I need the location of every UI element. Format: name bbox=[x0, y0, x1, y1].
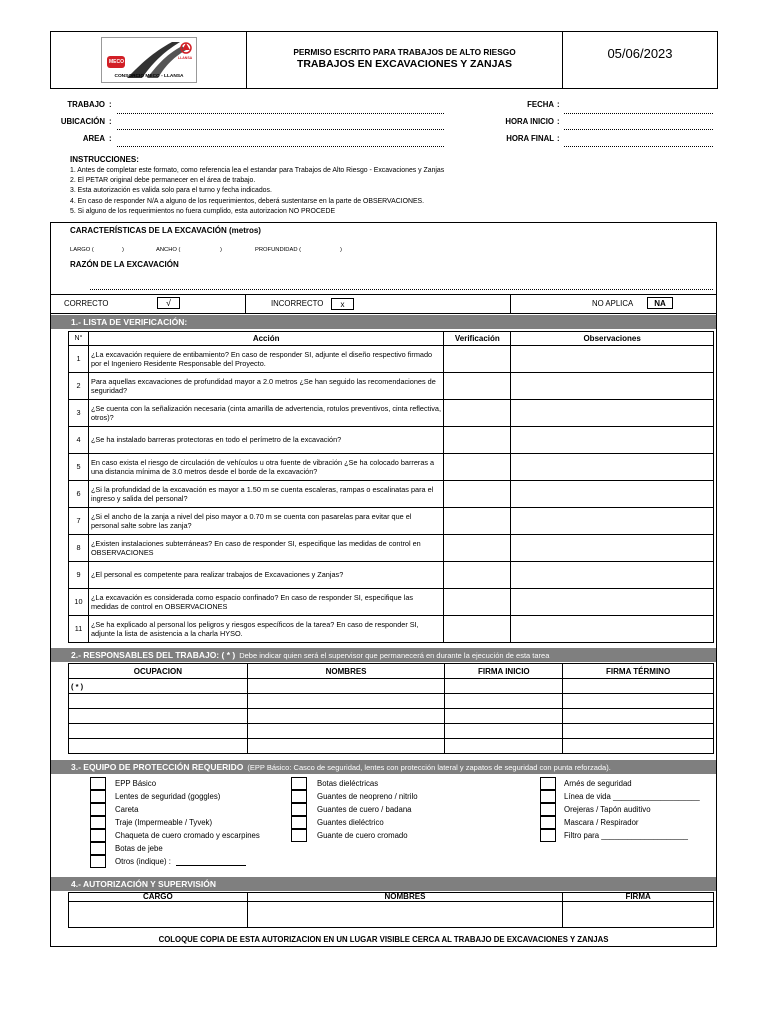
col-ocupacion-header: OCUPACION bbox=[69, 664, 248, 679]
observaciones-cell[interactable] bbox=[511, 427, 714, 454]
col-cargo-header: CARGO bbox=[69, 893, 248, 902]
checklist-row bbox=[69, 427, 714, 454]
col-nombres-header: NOMBRES bbox=[247, 893, 562, 902]
row-action: Para aquellas excavaciones de profundidad mayor a 2.0 metros ¿Se han seguido las recomendaciones de seguridad? bbox=[88, 373, 443, 400]
epp-checkbox[interactable] bbox=[540, 816, 556, 829]
checklist-row bbox=[69, 535, 714, 562]
company-logo bbox=[101, 37, 197, 83]
fecha-label: FECHA bbox=[527, 100, 554, 109]
row-action: ¿El personal es competente para realizar trabajos de Excavaciones y Zanjas? bbox=[88, 562, 443, 589]
responsable-firma-termino-cell[interactable] bbox=[563, 679, 714, 694]
responsable-firma-termino-cell[interactable] bbox=[563, 709, 714, 724]
trabajo-label: TRABAJO bbox=[67, 100, 105, 109]
observaciones-cell[interactable] bbox=[511, 589, 714, 616]
epp-checkbox[interactable] bbox=[291, 777, 307, 790]
observaciones-cell[interactable] bbox=[511, 346, 714, 373]
observaciones-cell[interactable] bbox=[511, 562, 714, 589]
colon: : bbox=[109, 134, 112, 143]
row-number: 8 bbox=[69, 535, 89, 562]
col-verificacion-header: Verificación bbox=[444, 332, 511, 346]
checklist-row bbox=[69, 454, 714, 481]
hora-final-field[interactable] bbox=[564, 146, 713, 147]
page-title: TRABAJOS EN EXCAVACIONES Y ZANJAS bbox=[296, 58, 513, 70]
observaciones-cell[interactable] bbox=[511, 616, 714, 643]
epp-item-label: Guantes de cuero / badana bbox=[317, 805, 412, 814]
trabajo-field[interactable] bbox=[117, 113, 444, 114]
responsable-nombres-cell[interactable] bbox=[247, 724, 445, 739]
epp-item-label: Careta bbox=[115, 805, 139, 814]
epp-checkbox[interactable] bbox=[291, 829, 307, 842]
epp-item-label: Botas de jebe bbox=[115, 844, 163, 853]
epp-item-label: Guante de cuero cromado bbox=[317, 831, 408, 840]
autorizacion-firma-cell[interactable] bbox=[563, 902, 714, 928]
epp-item-label: Guantes de neopreno / nitrilo bbox=[317, 792, 418, 801]
hora-inicio-label: HORA INICIO bbox=[505, 117, 554, 126]
correcto-mark: √ bbox=[157, 297, 180, 309]
epp-checkbox[interactable] bbox=[90, 855, 106, 868]
epp-item-label: Orejeras / Tapón auditivo bbox=[564, 805, 651, 814]
responsable-firma-termino-cell[interactable] bbox=[563, 694, 714, 709]
row-action: ¿La excavación es considerada como espacio confinado? En caso de responder SI, especifique las medidas de control en OBSERVACIONES bbox=[88, 589, 443, 616]
autorizacion-cargo-cell[interactable] bbox=[69, 902, 248, 928]
epp-checkbox[interactable] bbox=[90, 842, 106, 855]
verificacion-cell[interactable] bbox=[444, 427, 511, 454]
observaciones-cell[interactable] bbox=[511, 508, 714, 535]
epp-checkbox[interactable] bbox=[90, 803, 106, 816]
colon: : bbox=[557, 117, 560, 126]
responsable-firma-inicio-cell[interactable] bbox=[445, 694, 563, 709]
responsable-firma-inicio-cell[interactable] bbox=[445, 724, 563, 739]
row-number: 2 bbox=[69, 373, 89, 400]
row-number: 6 bbox=[69, 481, 89, 508]
responsable-firma-termino-cell[interactable] bbox=[563, 724, 714, 739]
largo-close: ) bbox=[122, 247, 124, 253]
row-action: ¿Existen instalaciones subterráneas? En caso de responder SI, especifique las medidas de control en OBSERVACIONES bbox=[88, 535, 443, 562]
verificacion-cell[interactable] bbox=[444, 481, 511, 508]
epp-item-label: Mascara / Respirador bbox=[564, 818, 639, 827]
epp-checkbox[interactable] bbox=[90, 777, 106, 790]
observaciones-cell[interactable] bbox=[511, 373, 714, 400]
verificacion-cell[interactable] bbox=[444, 400, 511, 427]
epp-item-label: Filtro para ____________________ bbox=[564, 831, 688, 840]
colon: : bbox=[557, 134, 560, 143]
verificacion-cell[interactable] bbox=[444, 562, 511, 589]
epp-item-label: Línea de vida ____________________ bbox=[564, 792, 700, 801]
responsable-firma-termino-cell[interactable] bbox=[563, 739, 714, 754]
checklist-table bbox=[68, 331, 714, 643]
responsable-firma-inicio-cell[interactable] bbox=[445, 739, 563, 754]
row-action: En caso exista el riesgo de circulación de vehículos u otra fuente de vibración ¿Se ha colocado barreras a una distancia mínima de 3.0 metros desde el borde de la excavación? bbox=[88, 454, 443, 481]
epp-item-label: Lentes de seguridad (goggles) bbox=[115, 792, 221, 801]
responsable-nombres-cell[interactable] bbox=[247, 694, 445, 709]
col-observaciones-header: Observaciones bbox=[511, 332, 714, 346]
observaciones-cell[interactable] bbox=[511, 400, 714, 427]
responsables-note: Debe indicar quien será el supervisor que permanecerá en durante la ejecución de esta tarea bbox=[239, 651, 550, 660]
row-number: 11 bbox=[69, 616, 89, 643]
responsable-nombres-cell[interactable] bbox=[247, 739, 445, 754]
responsables-table bbox=[68, 663, 714, 754]
checklist-row bbox=[69, 481, 714, 508]
colon: : bbox=[109, 117, 112, 126]
header-date: 05/06/2023 bbox=[607, 46, 673, 61]
hora-final-label: HORA FINAL bbox=[506, 134, 554, 143]
area-label: AREA bbox=[82, 134, 105, 143]
epp-checkbox[interactable] bbox=[291, 790, 307, 803]
epp-item-label: Botas dieléctricas bbox=[317, 779, 379, 788]
responsable-firma-inicio-cell[interactable] bbox=[445, 709, 563, 724]
row-action: ¿Se ha explicado al personal los peligros y riesgos específicos de la tarea? En caso de responder SI, adjunte la lista de asistencia a la charla HYSO. bbox=[88, 616, 443, 643]
responsables-title: 2.- RESPONSABLES DEL TRABAJO: ( * ) bbox=[71, 650, 236, 660]
row-action: ¿Se cuenta con la señalización necesaria (cinta amarilla de advertencia, rotulos preventivos, cinta reflectiva, otros)? bbox=[88, 400, 443, 427]
epp-title: 3.- EQUIPO DE PROTECCIÓN REQUERIDO bbox=[71, 762, 244, 772]
epp-checkbox[interactable] bbox=[540, 790, 556, 803]
colon: : bbox=[557, 100, 560, 109]
col-firma-inicio-header: FIRMA INICIO bbox=[445, 664, 563, 679]
title-cell bbox=[247, 32, 563, 88]
ancho-close: ) bbox=[220, 247, 222, 253]
legend-row bbox=[50, 294, 717, 314]
area-field[interactable] bbox=[117, 146, 444, 147]
row-action: ¿Si la profundidad de la excavación es mayor a 1.50 m se cuenta escaleras, rampas o escalinatas para el ingreso y salida del personal? bbox=[88, 481, 443, 508]
hora-inicio-field[interactable] bbox=[564, 129, 713, 130]
epp-checkbox[interactable] bbox=[540, 777, 556, 790]
observaciones-cell[interactable] bbox=[511, 535, 714, 562]
title-line-1: PERMISO ESCRITO PARA TRABAJOS DE ALTO RIESGO bbox=[293, 47, 516, 57]
observaciones-cell[interactable] bbox=[511, 454, 714, 481]
ancho-label: ANCHO ( bbox=[156, 247, 181, 253]
verificacion-cell[interactable] bbox=[444, 454, 511, 481]
logo-left-text: MECO bbox=[109, 59, 124, 65]
responsable-ocupacion-cell[interactable] bbox=[69, 739, 248, 754]
no-aplica-label: NO APLICA bbox=[592, 299, 634, 308]
row-number: 1 bbox=[69, 346, 89, 373]
epp-item-label: Otros (indique) : bbox=[115, 857, 171, 866]
checklist-row bbox=[69, 400, 714, 427]
responsable-ocupacion-cell[interactable]: ( * ) bbox=[69, 679, 248, 694]
autorizacion-nombres-cell[interactable] bbox=[247, 902, 562, 928]
row-number: 5 bbox=[69, 454, 89, 481]
responsable-firma-inicio-cell[interactable] bbox=[445, 679, 563, 694]
excavation-title: CARACTERÍSTICAS DE LA EXCAVACIÓN (metros) bbox=[70, 226, 261, 235]
row-action: ¿Si el ancho de la zanja a nivel del piso mayor a 0.70 m se cuenta con pasarelas para evitar que el personal salte sobre las zanja? bbox=[88, 508, 443, 535]
observaciones-cell[interactable] bbox=[511, 481, 714, 508]
correcto-label: CORRECTO bbox=[64, 299, 109, 308]
colon: : bbox=[109, 100, 112, 109]
checklist-row bbox=[69, 562, 714, 589]
responsable-nombres-cell[interactable] bbox=[247, 709, 445, 724]
row-number: 7 bbox=[69, 508, 89, 535]
incorrecto-mark: x bbox=[331, 298, 354, 310]
epp-item-label: EPP Básico bbox=[115, 779, 157, 788]
epp-checkbox[interactable] bbox=[291, 803, 307, 816]
otros-line bbox=[176, 865, 246, 866]
responsable-ocupacion-cell[interactable] bbox=[69, 724, 248, 739]
instruction-item: 2. El PETAR original debe permanecer en el área de trabajo. bbox=[70, 177, 256, 185]
epp-note: (EPP Básico: Casco de seguridad, lentes con protección lateral y zapatos de seguridad con punta reforzada). bbox=[247, 763, 611, 772]
header-box bbox=[50, 31, 718, 89]
epp-checkbox[interactable] bbox=[90, 790, 106, 803]
verificacion-cell[interactable] bbox=[444, 346, 511, 373]
epp-item-label: Traje (Impermeable / Tyvek) bbox=[115, 818, 213, 827]
responsable-ocupacion-cell[interactable] bbox=[69, 694, 248, 709]
instructions-title: INSTRUCCIONES: bbox=[70, 155, 139, 164]
verificacion-cell[interactable] bbox=[444, 616, 511, 643]
autorizacion-title-bar: 4.- AUTORIZACIÓN Y SUPERVISIÓN bbox=[51, 877, 716, 891]
logo-cell bbox=[51, 32, 247, 88]
row-action: ¿Se ha instalado barreras protectoras en todo el perímetro de la excavación? bbox=[88, 427, 443, 454]
checklist-body bbox=[69, 346, 714, 643]
autorizacion-table bbox=[68, 892, 714, 928]
incorrecto-label: INCORRECTO bbox=[271, 299, 324, 308]
verificacion-cell[interactable] bbox=[444, 373, 511, 400]
largo-label: LARGO ( bbox=[70, 247, 94, 253]
instruction-item: 1. Antes de completar este formato, como referencia lea el estandar para Trabajos de Alto Riesgo - Excavaciones y Zanjas bbox=[70, 167, 445, 174]
epp-checkbox[interactable] bbox=[90, 816, 106, 829]
fecha-field[interactable] bbox=[564, 113, 713, 114]
instruction-item: 5. Si alguno de los requerimientos no fuera cumplido, esta autorizacion NO PROCEDE bbox=[70, 207, 336, 215]
instruction-item: 3. Esta autorización es valida solo para el turno y fecha indicados. bbox=[70, 187, 272, 195]
ubicacion-field[interactable] bbox=[117, 129, 444, 130]
row-number: 10 bbox=[69, 589, 89, 616]
footer-note: COLOQUE COPIA DE ESTA AUTORIZACION EN UN LUGAR VISIBLE CERCA AL TRABAJO DE EXCAVACIONES Y ZANJAS bbox=[158, 935, 609, 944]
no-aplica-mark: NA bbox=[647, 297, 673, 309]
epp-checkbox[interactable] bbox=[90, 829, 106, 842]
epp-checkbox[interactable] bbox=[291, 816, 307, 829]
epp-item-label: Guantes dieléctrico bbox=[317, 818, 384, 827]
epp-item-label: Chaqueta de cuero cromado y escarpines bbox=[115, 831, 260, 840]
col-firma-header: FIRMA bbox=[625, 892, 651, 901]
razon-field[interactable] bbox=[90, 289, 713, 290]
profundidad-label: PROFUNDIDAD ( bbox=[255, 247, 302, 253]
checklist-row bbox=[69, 589, 714, 616]
col-nombres-header: NOMBRES bbox=[247, 664, 445, 679]
checklist-title-bar: 1.- LISTA DE VERIFICACIÓN: bbox=[51, 315, 716, 329]
responsable-nombres-cell[interactable] bbox=[247, 679, 445, 694]
row-number: 9 bbox=[69, 562, 89, 589]
profundidad-close: ) bbox=[340, 247, 342, 253]
epp-title-bar bbox=[51, 760, 716, 774]
col-n-header: N° bbox=[69, 332, 89, 346]
checklist-row bbox=[69, 346, 714, 373]
checklist-row bbox=[69, 508, 714, 535]
logo-right-text: LLANSA bbox=[178, 56, 193, 60]
epp-checkbox[interactable] bbox=[540, 829, 556, 842]
razon-label: RAZÓN DE LA EXCAVACIÓN bbox=[70, 260, 179, 269]
verificacion-cell[interactable] bbox=[444, 535, 511, 562]
verificacion-cell[interactable] bbox=[444, 508, 511, 535]
logo-caption: CONSORCIO MECO - LLANSA bbox=[114, 74, 184, 79]
instructions bbox=[70, 155, 720, 217]
checklist-row bbox=[69, 373, 714, 400]
col-accion-header: Acción bbox=[88, 332, 443, 346]
ubicacion-label: UBICACIÓN bbox=[60, 117, 105, 126]
responsable-ocupacion-cell[interactable] bbox=[69, 709, 248, 724]
instruction-item: 4. En caso de responder N/A a alguno de los requerimientos, deberá sustentarse en la parte de OBSERVACIONES. bbox=[70, 197, 425, 205]
epp-item-label: Arnés de seguridad bbox=[564, 779, 632, 788]
verificacion-cell[interactable] bbox=[444, 589, 511, 616]
row-action: ¿La excavación requiere de entibamiento? En caso de responder SI, adjunte el diseño respectivo firmado por el Ingeniero Residente Responsable del Proyecto. bbox=[88, 346, 443, 373]
checklist-row bbox=[69, 616, 714, 643]
col-firma-termino-header: FIRMA TÉRMINO bbox=[563, 664, 714, 679]
row-number: 3 bbox=[69, 400, 89, 427]
epp-checkbox[interactable] bbox=[540, 803, 556, 816]
row-number: 4 bbox=[69, 427, 89, 454]
responsables-title-bar bbox=[51, 648, 716, 662]
